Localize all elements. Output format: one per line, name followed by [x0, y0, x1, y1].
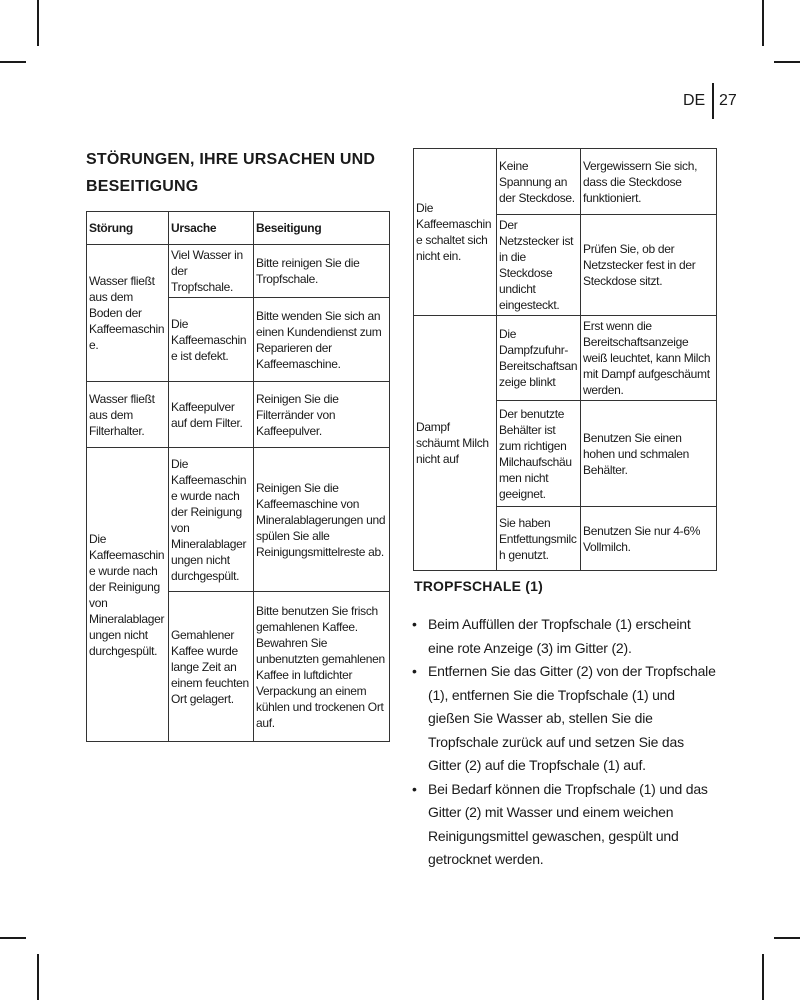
table-row: [87, 245, 390, 298]
cause-cell: Keine Spannung an der Steckdose.: [497, 149, 581, 215]
crop-mark: [37, 0, 39, 46]
crop-mark: [762, 954, 764, 1000]
cause-cell: Der benutzte Behälter ist zum richtigen Milchaufschäumen nicht geeignet.: [497, 401, 581, 507]
problem-cell: Die Kaffeemaschine schaltet sich nicht ein.: [414, 149, 497, 316]
solution-cell: Prüfen Sie, ob der Netzstecker fest in der Steckdose sitzt.: [581, 215, 717, 316]
solution-cell: Vergewissern Sie sich, dass die Steckdose funktioniert.: [581, 149, 717, 215]
bullet-icon: •: [412, 663, 417, 679]
troubleshooting-table-right: [413, 148, 717, 571]
cause-cell: Die Dampfzufuhr-Bereitschaftsanzeige blinkt: [497, 316, 581, 401]
list-item-text: Bei Bedarf können die Tropfschale (1) und das Gitter (2) mit Wasser und einem weichen Reinigungsmittel gewaschen, gespült und getrocknet werden.: [428, 780, 708, 867]
problem-cell: Dampf schäumt Milch nicht auf: [414, 316, 497, 571]
problem-cell: Die Kaffeemaschine wurde nach der Reinigung von Mineralablagerungen nicht durchgespült.: [87, 448, 169, 742]
solution-cell: Erst wenn die Bereitschaftsanzeige weiß leuchtet, kann Milch mit Dampf aufgeschäumt werden.: [581, 316, 717, 401]
cause-cell: Gemahlener Kaffee wurde lange Zeit an einem feuchten Ort gelagert.: [169, 592, 254, 742]
cause-cell: Die Kaffeemaschine ist defekt.: [169, 298, 254, 382]
drip-tray-title: TROPFSCHALE (1): [414, 578, 543, 594]
solution-cell: Bitte wenden Sie sich an einen Kundendienst zum Reparieren der Kaffeemaschine.: [254, 298, 390, 382]
crop-mark: [0, 937, 26, 939]
crop-mark: [37, 954, 39, 1000]
list-item: [412, 778, 717, 872]
section-title: STÖRUNGEN, IHRE URSACHEN UND BESEITIGUNG: [86, 151, 376, 195]
bullet-icon: •: [412, 616, 417, 632]
crop-mark: [0, 61, 26, 63]
cause-cell: Der Netzstecker ist in die Steckdose undicht eingesteckt.: [497, 215, 581, 316]
table-row: [87, 382, 390, 448]
header-cause: Ursache: [169, 212, 254, 245]
cause-cell: Die Kaffeemaschine wurde nach der Reinigung von Mineralablagerungen nicht durchgespült.: [169, 448, 254, 592]
solution-cell: Bitte benutzen Sie frisch gemahlenen Kaffee. Bewahren Sie unbenutzten gemahlenen Kaffee in luftdichter Verpackung an einem kühlen und trockenen Ort auf.: [254, 592, 390, 742]
list-item-text: Entfernen Sie das Gitter (2) von der Tropfschale (1), entfernen Sie die Tropfschale (1) und gießen Sie Wasser ab, stellen Sie die Tropfschale zurück auf und setzen Sie das Gitter (2) auf die Tropfschale (1) auf.: [428, 663, 716, 773]
cause-cell: Kaffeepulver auf dem Filter.: [169, 382, 254, 448]
troubleshooting-table-left: [86, 211, 390, 742]
bullet-icon: •: [412, 780, 417, 797]
list-item: [412, 660, 717, 778]
solution-cell: Benutzen Sie einen hohen und schmalen Behälter.: [581, 401, 717, 507]
problem-cell: Wasser fließt aus dem Boden der Kaffeemaschine.: [87, 245, 169, 382]
list-item-text: Beim Auffüllen der Tropfschale (1) erscheint eine rote Anzeige (3) im Gitter (2).: [428, 616, 691, 656]
solution-cell: Reinigen Sie die Kaffeemaschine von Mineralablagerungen und spülen Sie alle Reinigungsmittelreste ab.: [254, 448, 390, 592]
solution-cell: Bitte reinigen Sie die Tropfschale.: [254, 245, 390, 298]
header-problem: Störung: [87, 212, 169, 245]
table-row: [414, 316, 717, 401]
table-header-row: [87, 212, 390, 245]
solution-cell: Benutzen Sie nur 4-6% Vollmilch.: [581, 507, 717, 571]
table-row: [414, 149, 717, 215]
drip-tray-bullet-list: [412, 613, 717, 872]
list-item: [412, 613, 717, 660]
solution-cell: Reinigen Sie die Filterränder von Kaffeepulver.: [254, 382, 390, 448]
cause-cell: Viel Wasser in der Tropfschale.: [169, 245, 254, 298]
table-row: [87, 448, 390, 592]
language-code: DE: [683, 92, 706, 109]
header-divider: [712, 83, 714, 119]
crop-mark: [774, 61, 800, 63]
header-solution: Beseitigung: [254, 212, 390, 245]
problem-cell: Wasser fließt aus dem Filterhalter.: [87, 382, 169, 448]
crop-mark: [762, 0, 764, 46]
crop-mark: [774, 937, 800, 939]
cause-cell: Sie haben Entfettungsmilch genutzt.: [497, 507, 581, 571]
page-number: 27: [719, 92, 737, 109]
